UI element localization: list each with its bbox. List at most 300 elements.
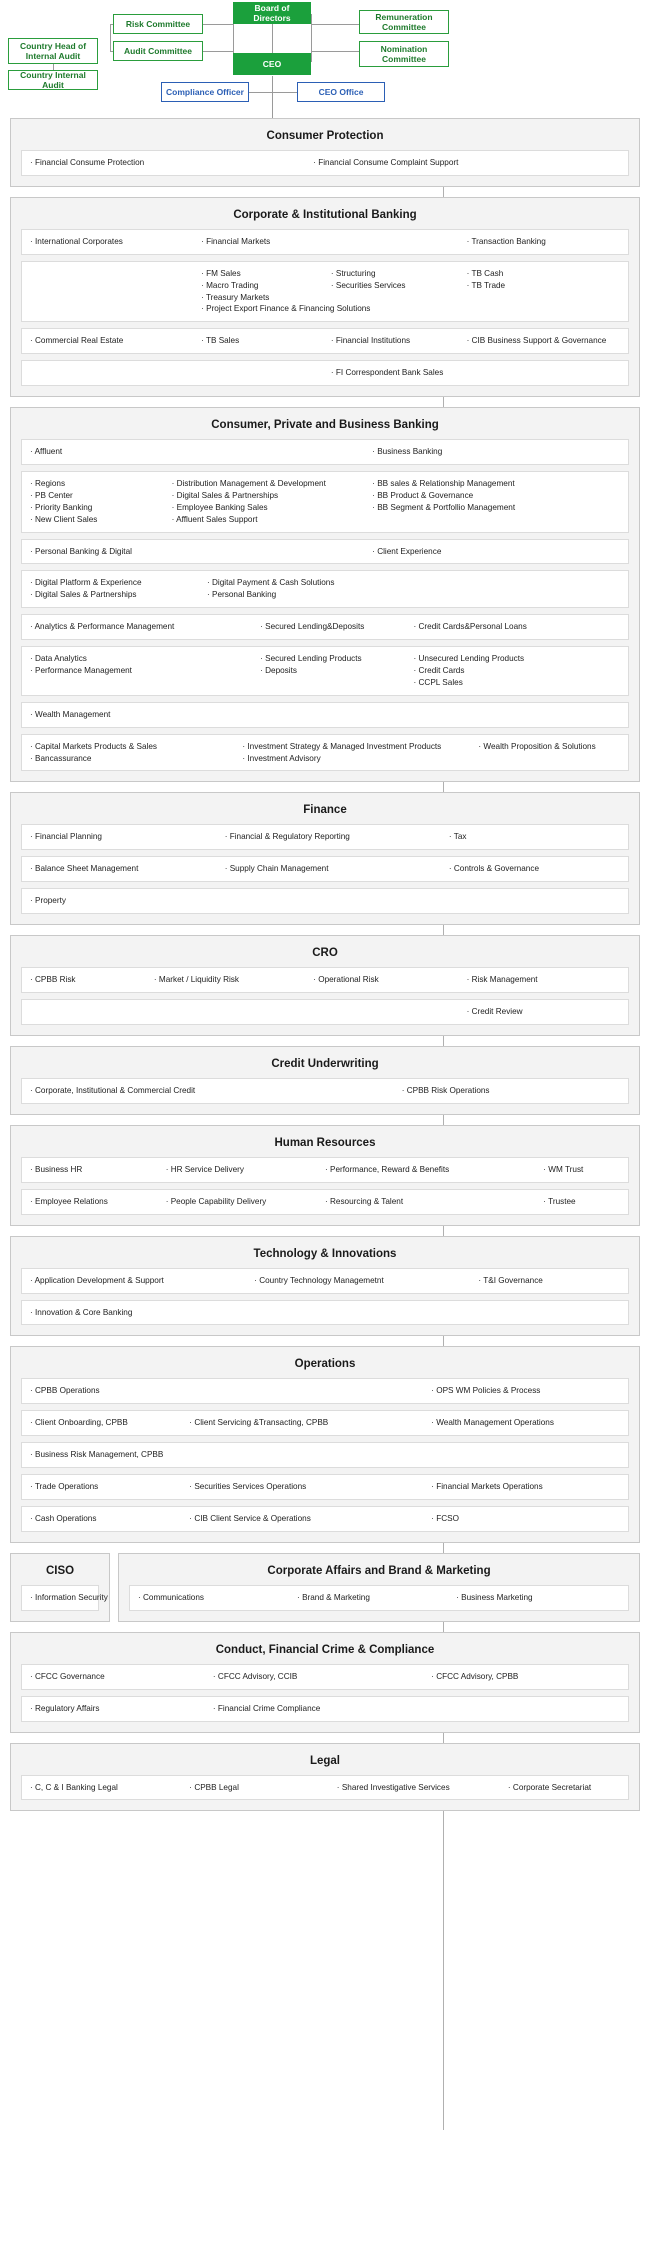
unit-item[interactable]: · Employee Relations [30, 1196, 160, 1208]
unit-item[interactable]: · Financial Institutions [331, 335, 461, 347]
cell [313, 157, 620, 169]
band [21, 888, 629, 914]
row [30, 1782, 620, 1794]
row [30, 1385, 620, 1397]
unit-item[interactable]: · Communications [138, 1592, 291, 1604]
connector [272, 92, 300, 93]
card-title: Corporate Affairs and Brand & Marketing [267, 1564, 491, 1577]
division-card-technology-innovations [10, 1236, 640, 1337]
band [21, 360, 629, 386]
unit-item[interactable]: · Market / Liquidity Risk [154, 974, 307, 986]
unit-item[interactable]: · CCPL Sales [413, 677, 614, 689]
node-nomination-committee[interactable] [359, 41, 449, 67]
unit-item[interactable]: · Application Development & Support [30, 1275, 248, 1287]
cell [30, 831, 225, 843]
band [21, 1157, 629, 1183]
unit-item[interactable]: · Credit Cards&Personal Loans [413, 621, 614, 633]
unit-item[interactable]: · Project Export Finance & Financing Solutions [201, 303, 325, 315]
unit-item[interactable]: · HR Service Delivery [166, 1164, 319, 1176]
cell [413, 653, 620, 689]
cell [467, 367, 620, 379]
row [30, 268, 620, 316]
unit-item[interactable]: · Securities Services Operations [189, 1481, 425, 1493]
card-title: Technology & Innovations [253, 1247, 397, 1260]
unit-item[interactable]: · International Corporates [30, 236, 195, 248]
node-label: Board of Directors [253, 2, 291, 23]
cell [225, 863, 449, 875]
unit-item[interactable]: · Information Security [30, 1592, 84, 1604]
unit-item[interactable]: · Macro Trading [201, 280, 325, 292]
row [30, 478, 620, 526]
band [21, 439, 629, 465]
cell [30, 741, 242, 765]
unit-item[interactable]: · Business HR [30, 1164, 160, 1176]
node-label: Compliance Officer [166, 86, 244, 97]
cell [431, 1513, 620, 1525]
cell [467, 335, 620, 347]
row [30, 1275, 620, 1287]
cell [30, 367, 201, 379]
band [21, 1442, 629, 1468]
band [21, 1189, 629, 1215]
row [30, 1006, 620, 1018]
node-label: Country Internal Audit [20, 69, 86, 90]
band [21, 229, 629, 255]
unit-item[interactable]: · Brand & Marketing [297, 1592, 450, 1604]
cell [213, 1671, 431, 1683]
row [30, 546, 620, 558]
cell [297, 1592, 456, 1604]
unit-item[interactable]: · CPBB Risk [30, 974, 148, 986]
unit-item[interactable]: · CIB Business Support & Governance [467, 335, 614, 347]
row [30, 577, 620, 601]
division-card-corporate-affairs [118, 1553, 640, 1622]
unit-item[interactable]: · Distribution Management & Development [172, 478, 367, 490]
cell [201, 236, 467, 248]
bottom-divisions-container [0, 1632, 650, 1812]
unit-item[interactable]: · T&I Governance [478, 1275, 614, 1287]
cell [172, 478, 373, 526]
cell [30, 1006, 467, 1018]
unit-item[interactable]: · BB Segment & Portfollio Management [372, 502, 614, 514]
unit-item[interactable]: · Performance, Reward & Benefits [325, 1164, 537, 1176]
unit-item[interactable]: · Analytics & Performance Management [30, 621, 254, 633]
division-card-cro [10, 935, 640, 1036]
unit-item[interactable]: · C, C & I Banking Legal [30, 1782, 183, 1794]
division-card-conduct-financial-crime-compliance [10, 1632, 640, 1733]
unit-item[interactable]: · Tax [449, 831, 614, 843]
cell [325, 1164, 543, 1176]
unit-item[interactable]: · CPBB Operations [30, 1385, 425, 1397]
division-card-ciso [10, 1553, 110, 1622]
unit-item[interactable]: · Property [30, 895, 614, 907]
unit-item[interactable]: · Financial Crime Compliance [213, 1703, 614, 1715]
cell [30, 895, 620, 907]
band [21, 539, 629, 565]
unit-item[interactable]: · Wealth Management [30, 709, 614, 721]
unit-item[interactable]: · Digital Payment & Cash Solutions [207, 577, 614, 589]
unit-item[interactable]: · New Client Sales [30, 514, 166, 526]
cell [543, 1164, 620, 1176]
band [21, 1664, 629, 1690]
unit-item[interactable]: · Client Servicing &Transacting, CPBB [189, 1417, 425, 1429]
node-ceo-office[interactable] [297, 82, 385, 102]
card-title: Credit Underwriting [271, 1057, 379, 1070]
connector [203, 24, 233, 25]
division-card-human-resources [10, 1125, 640, 1226]
unit-item[interactable]: · CFCC Advisory, CCIB [213, 1671, 425, 1683]
row [30, 1449, 620, 1461]
cell [166, 1196, 325, 1208]
unit-item[interactable]: · BB sales & Relationship Management [372, 478, 614, 490]
connector [311, 14, 312, 62]
node-remuneration-committee[interactable] [359, 10, 449, 34]
band [21, 967, 629, 993]
unit-item[interactable]: · Investment Advisory [242, 753, 472, 765]
cell [30, 546, 372, 558]
cell [313, 974, 466, 986]
unit-item[interactable]: · FCSO [431, 1513, 614, 1525]
cell [189, 1782, 337, 1794]
unit-item[interactable]: · Cash Operations [30, 1513, 183, 1525]
node-label: CEO [262, 58, 282, 69]
row [30, 1592, 108, 1604]
unit-item[interactable]: · Business Banking [372, 446, 614, 458]
cell [449, 831, 620, 843]
unit-item[interactable]: · Trustee [543, 1196, 614, 1208]
cell [154, 974, 313, 986]
cell [30, 1307, 620, 1319]
node-label: Audit Committee [124, 45, 192, 56]
unit-item[interactable]: · WM Trust [543, 1164, 614, 1176]
unit-item[interactable]: · Financial Consume Protection [30, 157, 307, 169]
cell [254, 1275, 478, 1287]
unit-item[interactable]: · Secured Lending Products [260, 653, 407, 665]
unit-item[interactable]: · CFCC Advisory, CPBB [431, 1671, 614, 1683]
unit-item[interactable]: · PB Center [30, 490, 166, 502]
unit-item[interactable]: · Client Experience [372, 546, 614, 558]
band [21, 646, 629, 696]
unit-item[interactable]: · Affluent [30, 446, 366, 458]
band [21, 702, 629, 728]
division-card-consumer-protection [10, 118, 640, 187]
unit-item[interactable]: · Wealth Management Operations [431, 1417, 614, 1429]
node-audit-committee[interactable] [113, 41, 203, 61]
unit-item[interactable]: · Regions [30, 478, 166, 490]
band [21, 1696, 629, 1722]
cell [449, 863, 620, 875]
cell [201, 335, 331, 347]
unit-item[interactable]: · Controls & Governance [449, 863, 614, 875]
band [21, 856, 629, 882]
division-card-consumer-private-and-business-banking [10, 407, 640, 782]
unit-item[interactable]: · Deposits [260, 665, 407, 677]
unit-item[interactable]: · Digital Sales & Partnerships [172, 490, 367, 502]
unit-item[interactable]: · Financial Consume Complaint Support [313, 157, 614, 169]
card-title: Conduct, Financial Crime & Compliance [215, 1643, 435, 1656]
cell [478, 741, 620, 765]
cell [30, 1703, 213, 1715]
row [30, 709, 620, 721]
unit-item[interactable]: · Innovation & Core Banking [30, 1307, 614, 1319]
row [30, 974, 620, 986]
cell [30, 1085, 402, 1097]
unit-item[interactable]: · Financial Markets [201, 236, 461, 248]
cell [372, 446, 620, 458]
unit-item[interactable]: · Credit Review [467, 1006, 614, 1018]
connector [341, 51, 359, 52]
cell [207, 577, 620, 601]
unit-item[interactable]: · Unsecured Lending Products [413, 653, 614, 665]
cell [30, 863, 225, 875]
unit-item[interactable]: · Shared Investigative Services [337, 1782, 502, 1794]
band [21, 1474, 629, 1500]
card-title: Corporate & Institutional Banking [233, 208, 417, 221]
band [21, 614, 629, 640]
cell [30, 1164, 166, 1176]
band [21, 824, 629, 850]
unit-item[interactable]: · Bancassurance [30, 753, 236, 765]
node-compliance-officer[interactable] [161, 82, 249, 102]
unit-item[interactable]: · Balance Sheet Management [30, 863, 219, 875]
band [21, 1378, 629, 1404]
cell [431, 1385, 620, 1397]
cell [30, 577, 207, 601]
unit-item[interactable]: · CFCC Governance [30, 1671, 207, 1683]
cell [331, 268, 467, 316]
card-title: CISO [45, 1564, 75, 1577]
unit-item[interactable]: · Supply Chain Management [225, 863, 443, 875]
row [30, 1671, 620, 1683]
bands-container [129, 1585, 629, 1611]
band [21, 471, 629, 533]
unit-item[interactable]: · Investment Strategy & Managed Investment Products [242, 741, 472, 753]
unit-item[interactable]: · Financial Markets Operations [431, 1481, 614, 1493]
band [21, 1268, 629, 1294]
cell [30, 268, 201, 316]
card-title: Finance [303, 804, 347, 817]
band [21, 1585, 108, 1611]
card-title: Legal [309, 1754, 341, 1767]
row [30, 1703, 620, 1715]
cell [30, 1782, 189, 1794]
row [30, 157, 620, 169]
row [30, 1164, 620, 1176]
cell [508, 1782, 620, 1794]
band [21, 328, 629, 354]
cell [30, 621, 260, 633]
unit-item[interactable]: · Corporate, Institutional & Commercial Credit [30, 1085, 396, 1097]
connector [311, 24, 341, 25]
row [30, 367, 620, 379]
cell [30, 1417, 189, 1429]
node-label: CEO Office [318, 86, 364, 97]
node-label: Risk Committee [125, 18, 191, 29]
unit-item[interactable]: · Operational Risk [313, 974, 460, 986]
unit-item[interactable]: · Client Onboarding, CPBB [30, 1417, 183, 1429]
band [21, 1300, 629, 1326]
cell [30, 157, 313, 169]
unit-item[interactable]: · Corporate Secretariat [508, 1782, 614, 1794]
unit-item[interactable]: · Performance Management [30, 665, 254, 677]
unit-item[interactable]: · TB Cash [467, 268, 614, 280]
node-ceo[interactable] [233, 53, 311, 75]
cell [467, 974, 620, 986]
node-country-head-internal-audit[interactable] [8, 38, 98, 64]
row [30, 1513, 620, 1525]
row [30, 1196, 620, 1208]
unit-item[interactable]: · CPBB Legal [189, 1782, 331, 1794]
cell [30, 974, 154, 986]
row [30, 653, 620, 689]
unit-item[interactable]: · Commercial Real Estate [30, 335, 195, 347]
row [138, 1592, 620, 1604]
unit-item[interactable]: · Business Risk Management, CPBB [30, 1449, 425, 1461]
unit-item[interactable]: · FI Correspondent Bank Sales [331, 367, 461, 379]
unit-item[interactable]: · CIB Client Service & Operations [189, 1513, 425, 1525]
cell [189, 1481, 431, 1493]
cell [260, 621, 413, 633]
connector [203, 51, 233, 52]
node-label: Remuneration Committee [375, 11, 433, 32]
connector [311, 51, 341, 52]
unit-item[interactable]: · Trade Operations [30, 1481, 183, 1493]
cell [372, 478, 620, 526]
cell [467, 1006, 620, 1018]
unit-item[interactable]: · Regulatory Affairs [30, 1703, 207, 1715]
unit-item[interactable]: · Employee Banking Sales [172, 502, 367, 514]
row [30, 741, 620, 765]
node-country-internal-audit[interactable] [8, 70, 98, 90]
cell [30, 446, 372, 458]
cell [543, 1196, 620, 1208]
band [21, 1410, 629, 1436]
cell [213, 1703, 620, 1715]
cell [30, 1671, 213, 1683]
cell [166, 1164, 325, 1176]
cell [30, 335, 201, 347]
unit-item[interactable]: · Business Marketing [456, 1592, 614, 1604]
unit-item[interactable]: · Priority Banking [30, 502, 166, 514]
row [30, 1307, 620, 1319]
unit-item[interactable]: · OPS WM Policies & Process [431, 1385, 614, 1397]
cell [260, 653, 413, 689]
card-title: Consumer, Private and Business Banking [211, 419, 439, 432]
unit-item[interactable]: · Financial & Regulatory Reporting [225, 831, 443, 843]
unit-item[interactable]: · Credit Cards [413, 665, 614, 677]
row [30, 1085, 620, 1097]
row [30, 335, 620, 347]
cell [30, 1481, 189, 1493]
cell [225, 831, 449, 843]
cell [337, 1782, 508, 1794]
connector [341, 24, 359, 25]
row [30, 446, 620, 458]
cell [372, 546, 620, 558]
unit-item[interactable]: · Secured Lending&Deposits [260, 621, 407, 633]
ciso-corporate-row [10, 1553, 640, 1622]
band [21, 1078, 629, 1104]
unit-item[interactable]: · Wealth Proposition & Solutions [478, 741, 614, 753]
cell [30, 236, 201, 248]
cell [30, 1449, 431, 1461]
row [30, 895, 620, 907]
division-card-corporate-institutional-banking [10, 197, 640, 397]
division-card-finance [10, 792, 640, 925]
cell [30, 1275, 254, 1287]
unit-item[interactable]: · FM Sales [201, 268, 325, 280]
cell [30, 1592, 108, 1604]
unit-item[interactable]: · TB Trade [467, 280, 614, 292]
unit-item[interactable]: · Country Technology Managemetnt [254, 1275, 472, 1287]
cell [331, 367, 467, 379]
cell [413, 621, 620, 633]
card-title: Human Resources [274, 1136, 376, 1149]
cell [402, 1085, 620, 1097]
cell [242, 741, 478, 765]
unit-item[interactable]: · Structuring [331, 268, 461, 280]
cell [431, 1417, 620, 1429]
row [30, 831, 620, 843]
governance-top-section [0, 0, 650, 118]
unit-item[interactable]: · Resourcing & Talent [325, 1196, 537, 1208]
unit-item[interactable]: · Capital Markets Products & Sales [30, 741, 236, 753]
cell [478, 1275, 620, 1287]
cell [30, 478, 172, 526]
unit-item[interactable]: · CPBB Risk Operations [402, 1085, 614, 1097]
cell [30, 1513, 189, 1525]
cell [331, 335, 467, 347]
band [21, 1506, 629, 1532]
unit-item[interactable]: · TB Sales [201, 335, 325, 347]
unit-item[interactable]: · Treasury Markets [201, 292, 325, 304]
unit-item[interactable]: · Transaction Banking [467, 236, 614, 248]
unit-item[interactable]: · People Capability Delivery [166, 1196, 319, 1208]
card-title: CRO [312, 947, 338, 960]
band [21, 150, 629, 176]
unit-item[interactable]: · Personal Banking & Digital [30, 546, 366, 558]
cell [30, 1196, 166, 1208]
unit-item[interactable]: · Securities Services [331, 280, 461, 292]
unit-item[interactable]: · Affluent Sales Support [172, 514, 367, 526]
cell [138, 1592, 297, 1604]
unit-item[interactable]: · Data Analytics [30, 653, 254, 665]
division-card-operations [10, 1346, 640, 1542]
connector [110, 24, 111, 51]
cell [201, 367, 331, 379]
row [30, 236, 620, 248]
band [21, 999, 629, 1025]
unit-item[interactable]: · BB Product & Governance [372, 490, 614, 502]
band [21, 734, 629, 772]
cell [456, 1592, 620, 1604]
cell [467, 236, 620, 248]
node-board-of-directors[interactable] [233, 2, 311, 24]
division-card-credit-underwriting [10, 1046, 640, 1115]
cell [189, 1513, 431, 1525]
unit-item[interactable]: · Financial Planning [30, 831, 219, 843]
unit-item[interactable]: · Digital Sales & Partnerships [30, 589, 201, 601]
unit-item[interactable]: · Personal Banking [207, 589, 614, 601]
band [129, 1585, 629, 1611]
unit-item[interactable]: · Digital Platform & Experience [30, 577, 201, 589]
row [30, 621, 620, 633]
cell [30, 653, 260, 689]
cell [325, 1196, 543, 1208]
band [21, 1775, 629, 1801]
node-risk-committee[interactable] [113, 14, 203, 34]
unit-item[interactable]: · Risk Management [467, 974, 614, 986]
